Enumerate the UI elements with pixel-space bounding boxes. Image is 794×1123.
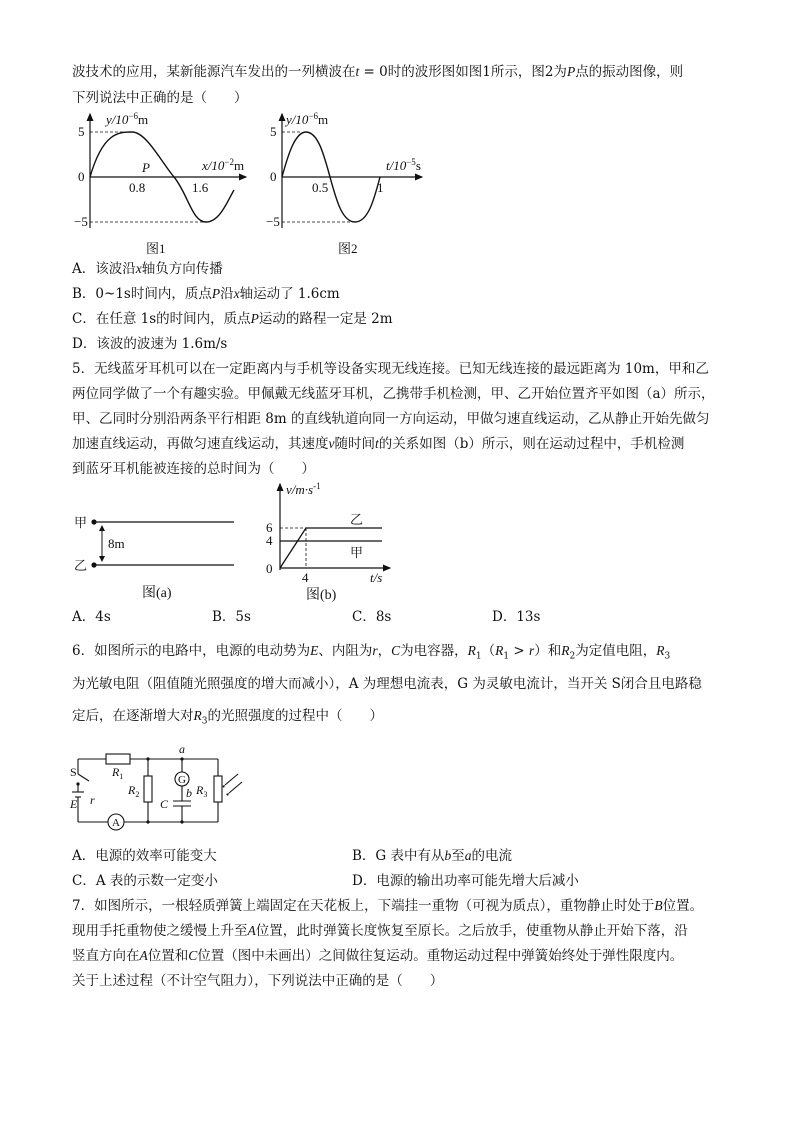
var-t: t (355, 64, 360, 79)
figb-label-yi: 乙 (350, 512, 364, 527)
arrow-up (99, 525, 105, 531)
velocity-time-graph (262, 478, 402, 608)
figb-x4: 4 (302, 570, 309, 585)
fig1-ylabel: $y/10^{-6}m$ (106, 111, 149, 127)
q5-stem-line-4: 加速直线运动，再做匀速直线运动，其速度v随时间t的关系如图（b）所示，则在运动过程中，手机检测 (72, 436, 685, 452)
q4-stem-line-1 (72, 61, 683, 83)
tracks-diagram (70, 500, 250, 605)
q7-stem-line-3: 竖直方向在A位置和C位置（图中未画出）之间做往复运动。重物运动过程中弹簧始终处于弹性限度内。 (72, 948, 684, 964)
q4-figure-1 (70, 110, 260, 260)
galvanometer-g: G (178, 774, 186, 786)
q5-figure-a (70, 500, 250, 605)
fig2-caption: 图2 (338, 241, 358, 256)
label-switch-s: S (70, 765, 77, 779)
q4-stem-text: = 0时的波形图如图1所示，图2为 (359, 64, 567, 80)
q7-stem-line-1: 7．如图所示，一根轻质弹簧上端固定在天花板上，下端挂一重物（可视为质点），重物静止时处于B位置。 (72, 898, 704, 914)
figb-y6: 6 (266, 520, 273, 535)
q4-stem-text: 点的振动图像，则 (575, 64, 684, 80)
figa-caption: 图(a) (142, 586, 172, 601)
fig1-y-top: 5 (78, 124, 85, 139)
fig2-x2: 1 (377, 180, 384, 195)
q4-option-b[interactable]: B．0~1s时间内，质点P沿x轴运动了 1.6cm (72, 286, 340, 302)
label-capacitor-c: C (160, 797, 169, 811)
label-a: a (179, 742, 185, 756)
q7-stem-line-2: 现用手托重物使之缓慢上升至A位置，此时弹簧长度恢复至原长。之后放手，使重物从静止开始下落，沿 (72, 923, 688, 939)
figb-xlabel: t/s (370, 570, 383, 585)
q5-stem-line-3: 甲、乙同时分别沿两条平行相距 8m 的直线轨道向同一方向运动，甲做匀速直线运动，乙从静止开始先做匀 (72, 411, 710, 427)
label-jia: 甲 (74, 515, 88, 530)
q6-circuit-diagram (70, 742, 250, 834)
figb-y0: 0 (266, 561, 273, 576)
q6-stem-line-3: 定后，在逐渐增大对$R_3$的光照强度的过程中（ ） (72, 708, 383, 727)
circuit (70, 742, 250, 834)
jia-dot (91, 519, 96, 524)
fig1-x1: 0.8 (129, 180, 146, 195)
fig1-x2: 1.6 (192, 180, 209, 195)
figb-caption: 图(b) (306, 588, 337, 603)
fig2-y-top: 5 (270, 124, 277, 139)
wave-graph-1 (70, 110, 260, 260)
yi-dot (91, 562, 96, 567)
ammeter-a: A (112, 817, 120, 829)
q5-stem-line-5: 到蓝牙耳机能被连接的总时间为（ ） (72, 461, 315, 477)
q5-option-a[interactable]: A．4s (72, 609, 111, 625)
q6-option-a[interactable]: A．电源的效率可能变大 (72, 848, 217, 864)
figb-label-jia: 甲 (350, 545, 364, 560)
var-p: P (566, 64, 576, 79)
fig2-y-bottom: −5 (266, 214, 280, 229)
label-emf-e: E (70, 797, 78, 811)
q6-option-d[interactable]: D．电源的输出功率可能先增大后减小 (352, 873, 579, 889)
q6-option-c[interactable]: C．A 表的示数一定变小 (72, 873, 218, 889)
line-yi (280, 528, 382, 568)
label-8m: 8m (108, 536, 125, 551)
q4-stem-line-2: 下列说法中正确的是（ ） (72, 90, 248, 106)
q5-stem-line-1: 5．无线蓝牙耳机可以在一定距离内与手机等设备实现无线连接。已知无线连接的最远距离为 10m，甲和乙 (72, 361, 709, 377)
fig1-y-zero: 0 (78, 169, 85, 184)
fig1-y-bottom: −5 (74, 214, 88, 229)
q4-stem-text: 波技术的应用，某新能源汽车发出的一列横波在 (72, 64, 356, 80)
q4-option-c[interactable]: C．在任意 1s的时间内，质点P运动的路程一定是 2m (72, 311, 393, 327)
q4-figure-2 (262, 110, 452, 260)
label-b: b (186, 786, 192, 800)
q6-stem-line-1: 6．如图所示的电路中，电源的电动势为E、内阻为r，C为电容器，$R_1(R_1 > r)$和$R_2$为定值电阻，$R_3$ (72, 643, 671, 662)
fig2-ylabel: $y/10^{-6}m$ (286, 111, 329, 127)
fig2-y-zero: 0 (270, 169, 277, 184)
q6-option-b[interactable]: B．G 表中有从b至a的电流 (352, 848, 512, 864)
fig1-caption: 图1 (146, 241, 166, 256)
figb-y4: 4 (266, 533, 273, 548)
fig2-xlabel: $t/10^{-5}s$ (386, 157, 421, 173)
vibration-graph-2 (262, 110, 452, 260)
q6-stem-line-2: 为光敏电阻（阻值随光照强度的增大而减小），A 为理想电流表，G 为灵敏电流计，当开关 S闭合且电路稳 (72, 676, 702, 692)
q4-option-a[interactable]: A．该波沿x轴负方向传播 (72, 261, 223, 277)
label-r2: $R_2$ (128, 783, 140, 799)
q4-option-d[interactable]: D．该波的波速为 1.6m/s (72, 336, 228, 352)
label-yi: 乙 (74, 558, 88, 573)
label-r1: $R_1$ (112, 765, 124, 781)
figb-ylabel: $v/m\cdot s^{-1}$ (286, 481, 321, 497)
q5-option-b[interactable]: B．5s (212, 609, 251, 625)
q5-stem-line-2: 两位同学做了一个有趣实验。甲佩戴无线蓝牙耳机，乙携带手机检测，甲、乙开始位置齐平如图（a）所示， (72, 386, 715, 402)
label-r3: $R_3$ (196, 783, 208, 799)
q5-option-c[interactable]: C．8s (352, 609, 392, 625)
fig1-xlabel: $x/10^{-2}m$ (202, 157, 245, 173)
q7-stem-line-4: 关于上述过程（不计空气阻力），下列说法中正确的是（ ） (72, 973, 444, 989)
label-internal-r: r (90, 793, 95, 807)
point-p-label: P (142, 160, 150, 175)
q5-option-d[interactable]: D．13s (492, 609, 541, 625)
fig2-x1: 0.5 (312, 180, 329, 195)
q5-figure-b (262, 478, 402, 608)
arrow-down (99, 556, 105, 562)
